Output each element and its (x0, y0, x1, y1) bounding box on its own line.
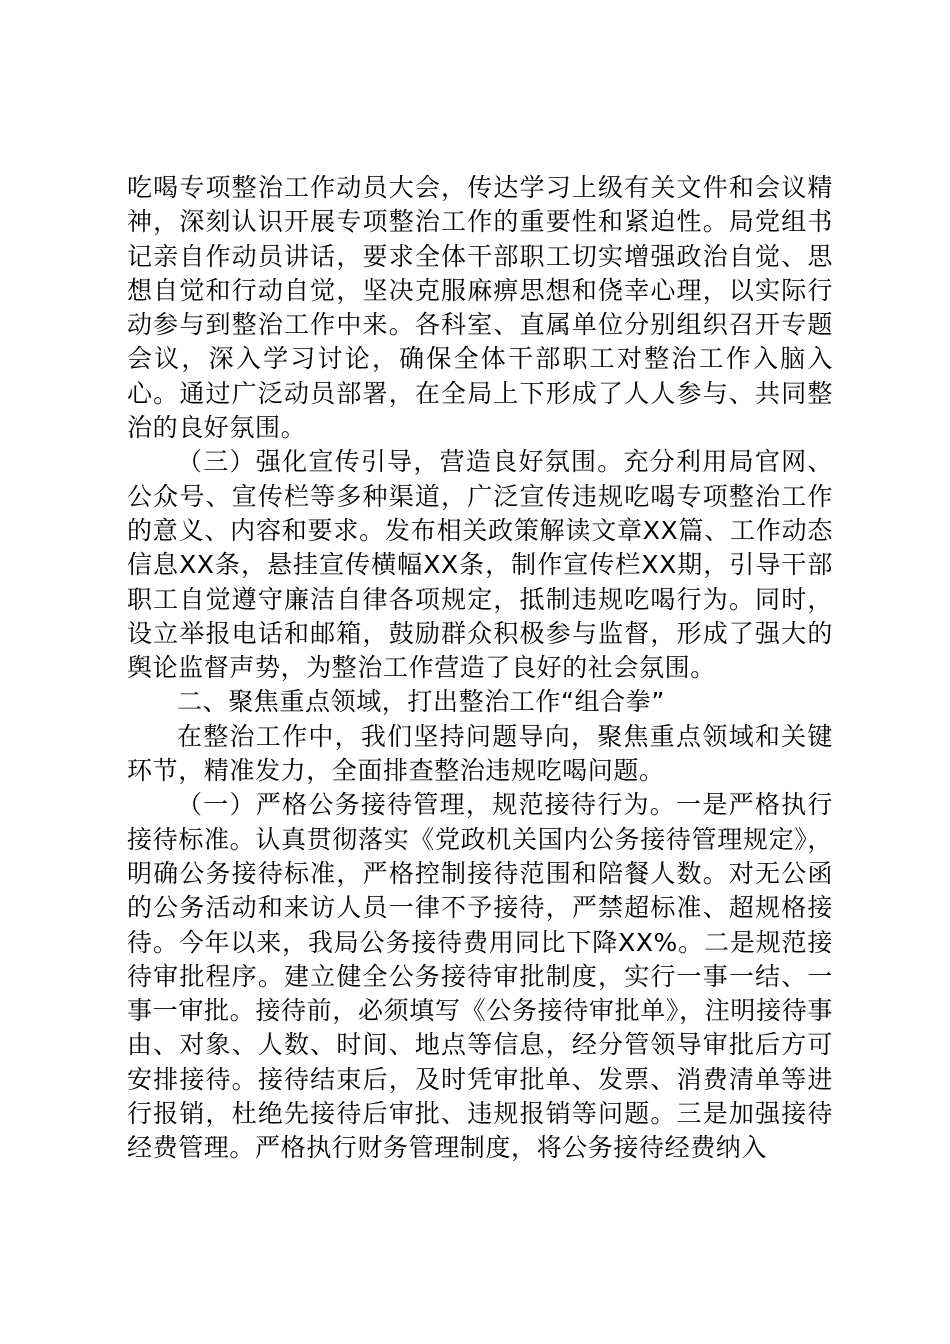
section-heading-key-areas: 二、聚焦重点领域，打出整治工作“组合拳” (177, 687, 665, 717)
paragraph-reception-management: （一）严格公务接待管理，规范接待行为。一是严格执行接待标准。认真贯彻落实《党政机关国内公务接待管理规定》，明确公务接待标准，严格控制接待范围和陪餐人数。对无公函的公务活动和来访人员一律不予接待，严禁超标准、超规格接待。今年以来，我局公务接待费用同比下降XX%。二是规范接待审批程序。建立健全公务接待审批制度，实行一事一结、一事一审批。接待前，必须填写《公务接待审批单》，注明接待事由、对象、人数、时间、地点等信息，经分管领导审批后方可安排接待。接待结束后，及时凭审批单、发票、消费清单等进行报销，杜绝先接待后审批、违规报销等问题。三是加强接待经费管理。严格执行财务管理制度，将公务接待经费纳入 (127, 790, 833, 1163)
document-body (127, 171, 833, 1166)
paragraph-mobilization: 吃喝专项整治工作动员大会，传达学习上级有关文件和会议精神，深刻认识开展专项整治工作的重要性和紧迫性。局党组书记亲自作动员讲话，要求全体干部职工切实增强政治自觉、思想自觉和行动自觉，坚决克服麻痹思想和侥幸心理，以实际行动参与到整治工作中来。各科室、直属单位分别组织召开专题会议，深入学习讨论，确保全体干部职工对整治工作入脑入心。通过广泛动员部署，在全局上下形成了人人参与、共同整治的良好氛围。 (127, 173, 833, 443)
paragraph-problem-oriented: 在整治工作中，我们坚持问题导向，聚焦重点领域和关键环节，精准发力，全面排查整治违规吃喝问题。 (127, 721, 833, 786)
paragraph-publicity: （三）强化宣传引导，营造良好氛围。充分利用局官网、公众号、宣传栏等多种渠道，广泛宣传违规吃喝专项整治工作的意义、内容和要求。发布相关政策解读文章XX篇、工作动态信息XX条，悬挂宣传横幅XX条，制作宣传栏XX期，引导干部职工自觉遵守廉洁自律各项规定，抵制违规吃喝行为。同时，设立举报电话和邮箱，鼓励群众积极参与监督，形成了强大的舆论监督声势，为整治工作营造了良好的社会氛围。 (127, 447, 833, 683)
